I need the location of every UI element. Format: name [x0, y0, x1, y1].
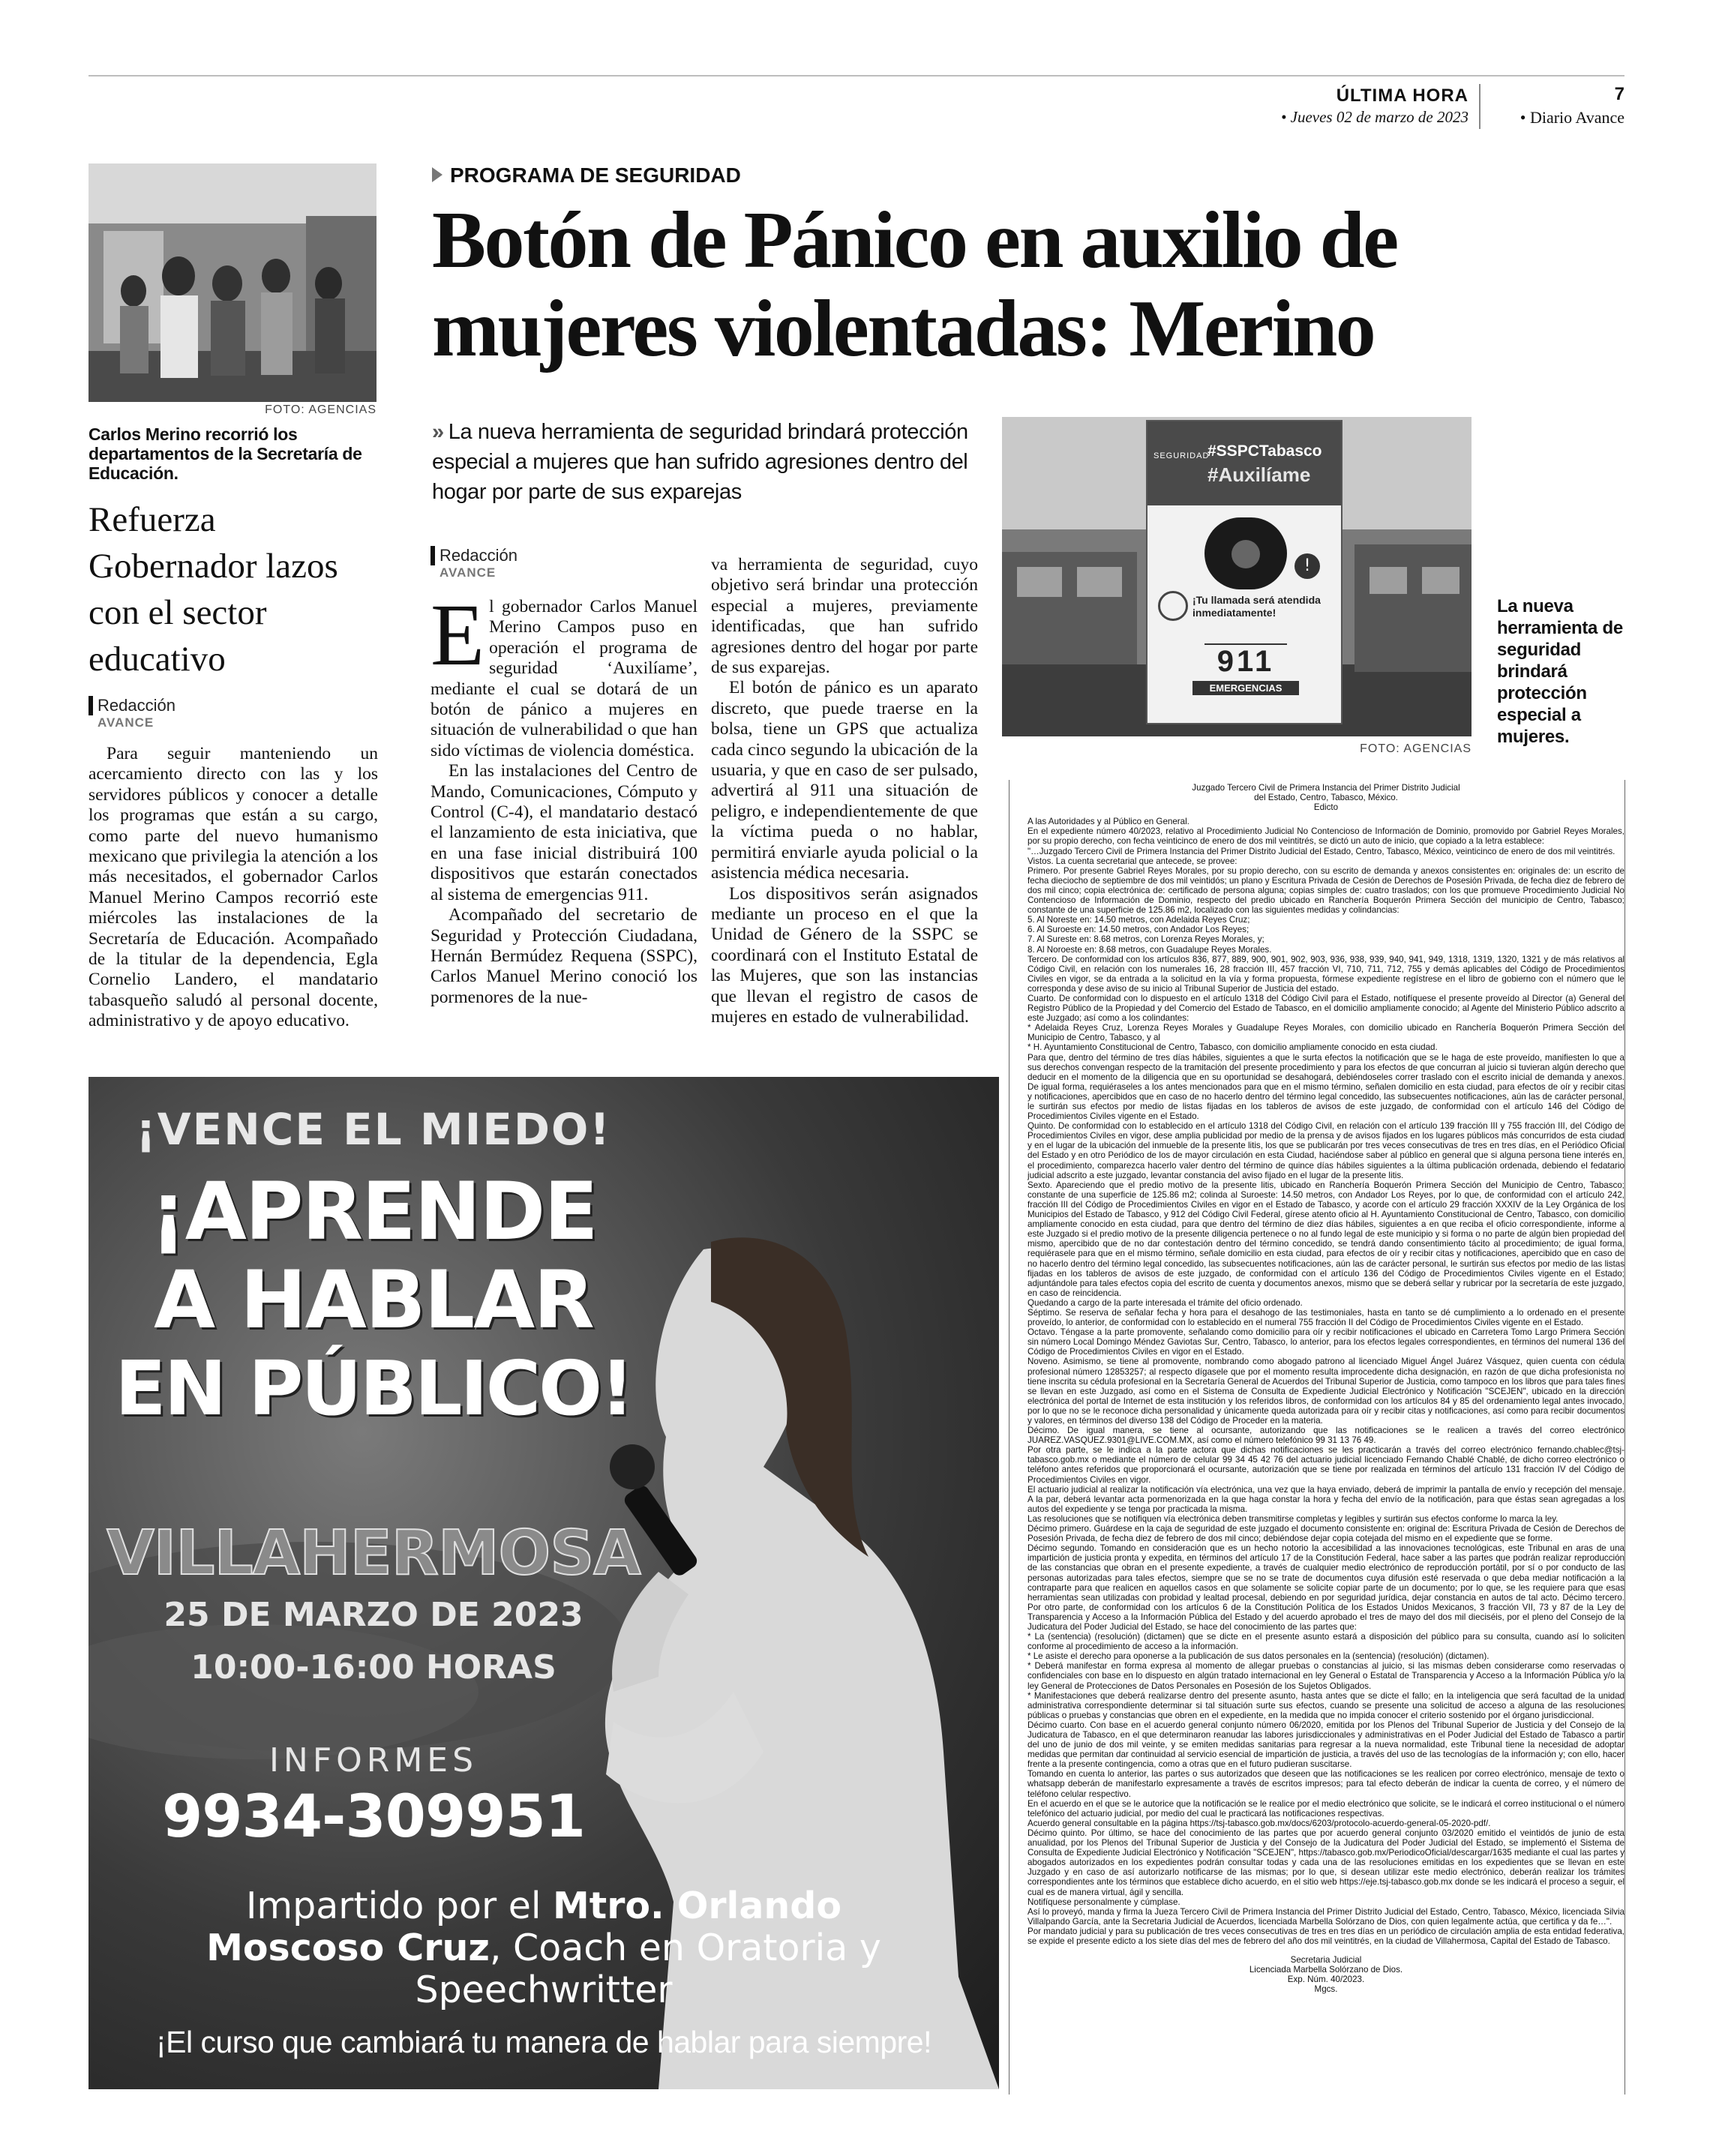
header-bar	[88, 84, 1624, 129]
edict-paragraph: Tercero. De conformidad con los artículos 836, 877, 889, 900, 901, 902, 903, 936, 938, 939, 940, 941, 949, 1318, 1319, 1320, 1321 y de más relativos al Código Civil, en relación con los numerales 16, 28 fracción III, 457 fracción VI, 710, 711, 712, 755 y demás aplicables del Código de Procedimientos Civiles en vigor, se da entrada a la solicitud en la vía y forma propuesta, fórmese expediente regístrese en el libro de gobierno con el número que le corresponda y dese aviso de su inicio al Tribunal Superior de Justicia del estado.	[1028, 954, 1624, 994]
edict-paragraph: * La (sentencia) (resolución) (dictamen) que se dicte en el presente asunto estará a disposición del público para su consulta, cuando así lo soliciten conforme al procedimiento de acceso a la información.	[1028, 1632, 1624, 1652]
edict-heading-2: del Estado, Centro, Tabasco, México.	[1254, 793, 1398, 803]
edict-paragraph: Por mandato judicial y para su publicación de tres veces consecutivas de tres en tres días en un periódico de circulación amplia de esta entidad federativa, se expide el presente edicto a los siete días del mes de febrero del año dos mil veintitrés, en la ciudad de Villahermosa, Capital del Estado de Tabasco.	[1028, 1926, 1624, 1946]
edict-paragraph: En el expediente número 40/2023, relativo al Procedimiento Judicial No Contencioso de Información de Dominio, promovido por Gabriel Reyes Morales, por su propio derecho, con fecha veinticinco de enero de dos mil veintitrés, se dictó un auto de inicio, que copiado a la letra establece:	[1028, 826, 1624, 847]
ad-city: VILLAHERMOSA	[106, 1518, 640, 1589]
edict-paragraph: Primero. Por presente Gabriel Reyes Morales, por su propio derecho, con su escrito de demanda y anexos consistentes en: originales de: un escrito de fecha dieciocho de septiembre de dos mil veintidós; un plano y Escritura Privada de Cesión de Derechos de Posesión Privada, de fecha diez de febrero de dos mil cinco; copia electrónica de: certificado de persona alguna; copias simples de: cuatro traslados; con los que promueve Procedimiento Judicial No Contencioso de Información de Dominio, respecto del predio ubicado en Ranchería Boquerón Primera Sección del municipio de Centro, Tabasco; constante de una superficie de 125.86 m2, localizado con las siguientes medidas y colindancias:	[1028, 865, 1624, 916]
left-story-body	[88, 744, 378, 1032]
edict-paragraph: 5. Al Noreste en: 14.50 metros, con Adelaida Reyes Cruz;	[1028, 915, 1250, 925]
edict-paragraph: * H. Ayuntamiento Constitucional de Centro, Tabasco, con domicilio ampliamente conocido en esta ciudad.	[1028, 1042, 1438, 1053]
main-story-column-1	[430, 586, 698, 1008]
left-photo-caption: Carlos Merino recorrió los departamentos de la Secretaría de Educación.	[88, 424, 362, 483]
edict-paragraph: Notifíquese personalmente y cúmplase.	[1028, 1897, 1180, 1907]
main-headline: Botón de Pánico en auxilio de mujeres violentadas: Merino	[432, 196, 1397, 373]
poster-emergencias: EMERGENCIAS	[1192, 681, 1299, 695]
edict-paragraph: * Deberá manifestar en forma expresa al momento de allegar pruebas o constancias al juicio, si las mismas deben considerarse como reservadas o confidenciales con base en lo dispuesto en algún tratado internacional en ley General o Estatal de Transparencia y Acceso a la Información Pública y/o la ley General de Protecciones de Datos Personales en Posesión de los Sujetos Obligados.	[1028, 1661, 1624, 1691]
subhead-chevron-icon: »	[432, 420, 444, 444]
ad-instructor	[88, 1885, 999, 2011]
edict-paragraph: "…Juzgado Tercero Civil de Primera Instancia del Primer Distrito Judicial del Estado, Centro, Tabasco, México, veinticinco de enero de dos mil veintitrés.	[1028, 846, 1616, 856]
main-photo-caption: La nueva herramienta de seguridad brindará protección especial a mujeres.	[1497, 596, 1623, 747]
edict-paragraph: Octavo. Téngase a la parte promovente, señalando como domicilio para oír y recibir notificaciones el ubicado en Carretera Tomo Largo Primera Sección sin número Local Domingo Méndez Gaviotas Sur, Centro, Tabasco, lo anterior, para los efectos legales correspondientes, en términos del numeral 136 del Código de Procedimientos Civiles en vigor en el Estado.	[1028, 1327, 1624, 1357]
left-body-paragraph: Para seguir manteniendo un acercamiento directo con las y los servidores públicos y conocer a detalle los programas que están a su cargo, como parte del nuevo humanismo mexicano que privilegia la atención a los más necesitados, el gobernador Carlos Manuel Merino Campos recorrió este miércoles las instalaciones de la Secretaría de Educación. Acompañado de la titular de la dependencia, Egla Cornelio Landero, el mandatario tabasqueño saludó al personal docente, administrativo y de apoyo educativo.	[88, 744, 378, 1031]
poster-hashtag-1: #SSPCTabasco	[1208, 442, 1322, 460]
edict-paragraph: Acuerdo general consultable en la página https://tsj-tabasco.gob.mx/docs/6203/protocolo-acuerdo-general-05-2020-pdf/.	[1028, 1818, 1491, 1828]
edict-paragraph: 8. Al Noroeste en: 8.68 metros, con Guadalupe Reyes Morales.	[1028, 944, 1272, 955]
header-divider	[1479, 84, 1480, 129]
panic-device-icon	[1204, 517, 1287, 589]
ad-tagline: ¡El curso que cambiará tu manera de hablar para siempre!	[156, 2025, 932, 2059]
edict-paragraph: Por otra parte, se le indica a la parte actora que dichas notificaciones se les practicarán a través del correo electrónico fernando.chablec@tsj-tabasco.gob.mx o mediante el número de celular 99 34 45 42 76 del actuario judicial licenciado Fernando Chablé Chablé, de dicho correo electrónico o teléfono antes referidos que proporcionará el ocursante, autorización que se tiene por realizada en términos del artículo 131 fracción IV del Código de Procedimientos Civiles en vigor.	[1028, 1445, 1624, 1485]
poster-911: 911	[1204, 643, 1287, 679]
main-byline-org: AVANCE	[440, 565, 496, 580]
edict-signature-2: Licenciada Marbella Solórzano de Dios.	[1249, 1965, 1403, 1975]
edict-paragraph: Décimo primero. Guárdese en la caja de seguridad de este juzgado el documento consistente en: original de: Escritura Privada de Cesión de Derechos de Posesión Privada, de fecha diez de febrero de dos mil cinco; debiéndose dejar copia cotejada del mismo en el expediente que se forme.	[1028, 1524, 1624, 1544]
kicker-triangle-icon	[432, 167, 442, 182]
edict-paragraph: El actuario judicial al realizar la notificación vía electrónica, una vez que la haya enviado, deberá de imprimir la pantalla de envío y recepción del mensaje. A la par, deberá levantar acta pormenorizada en la que haga constar la hora y fecha del envío de la notificación, para que éstas sean agregadas a los autos del expediente y se tenga por practicada la misma.	[1028, 1484, 1624, 1514]
main-col2-paragraph-1: va herramienta de seguridad, cuyo objetivo será brindar una protección especial a mujeres, previamente identificadas, que han sufrido agresiones dentro del hogar por parte de sus exparejas.	[711, 555, 978, 678]
edict-paragraph: Quedando a cargo de la parte interesada el trámite del oficio ordenado.	[1028, 1297, 1303, 1308]
edict-paragraph: Séptimo. Se reserva de señalar fecha y hora para el desahogo de las testimoniales, hasta en tanto se dé cumplimiento a lo ordenado en el presente proveído, lo anterior, de conformidad con lo establecido en el numeral 755 fracción II del Código de Procedimientos Civiles vigente en el Estado.	[1028, 1307, 1624, 1328]
main-col2-paragraph-2: El botón de pánico es un aparato discreto, que puede traerse en la bolsa, tiene un GPS que actualiza cada cinco segundo la ubicación de la usuaria, y que en caso de ser pulsado, advertirá al 911 una situación de peligro, e independientemente de que la víctima pueda o no hablar, permitirá enviarle ayuda policial o la asistencia médica necesaria.	[711, 678, 978, 883]
ad-line-1: ¡VENCE EL MIEDO!	[136, 1104, 611, 1155]
edict-paragraph: Sexto. Apareciendo que el predio motivo de la presente litis, ubicado en Ranchería Boquerón Primera Sección del Municipio de Centro, Tabasco; constante de una superficie de 125.86 m2; colinda al Suroeste: 14.50 metros, con Andador Los Reyes, por lo que, de conformidad con el artículo 242, fracción III del Código de Procedimientos Civiles en vigor en el Estado de Tabasco, y acorde con el artículo 29 fracción XXXIV de la Ley Orgánica de los Municipios del Estado de Tabasco, y 912 del Código Civil Federal, gírese atento oficio al H. Ayuntamiento Constitucional de Centro, Tabasco, con domicilio ampliamente conocido en esta ciudad, para que dentro del término de diez días hábiles, siguientes a en que reciba el oficio correspondiente, informe a este Juzgado si el predio motivo de la presente diligencia pertenece o no al fundo legal de este municipio y si forma o no parte de algún bien propiedad del mismo, apercibido que de no dar contestación dentro del término concedido, se tendrá dando consentimiento tácito al procedimiento; de igual forma, requiérasele para que en el mismo término, señale domicilio en esta ciudad, para efectos de oír y recibir citas y notificaciones, apercibido que en caso de no hacerlo dentro del término legal concedido, las subsecuentes notificaciones, aún las de carácter personal, le surtirán sus efectos por medio de las listas fijadas en los tableros de avisos de este juzgado, de conformidad con el artículo 136 del Código de Procedimientos Civiles vigente en el Estado; adjuntándole para tales efectos copia del escrito de cuenta y documentos anexos, mismo que se deberá sellar y rubricar por la secretaría de este juzgado, en caso de reincidencia.	[1028, 1180, 1624, 1298]
main-col1-paragraph-2: En las instalaciones del Centro de Mando, Comunicaciones, Cómputo y Control (C-4), el mandatario destacó el lanzamiento de esta iniciativa, que en una fase inicial distribuirá 100 dispositivos que estarán conectados al sistema de emergencias 911.	[430, 761, 698, 904]
auxiliame-poster	[1146, 420, 1342, 724]
edict-paragraph: Tomando en cuenta lo anterior, las partes o sus autorizados que deseen que las notificaciones se les realicen por correo electrónico, mensaje de texto o whatsapp deberán de manifestarlo expresamente a través de escritos impresos; para tal efecto deberán de indicar la cuenta de correo, y el número de teléfono celular respectivo.	[1028, 1769, 1624, 1799]
edict-paragraph: Décimo. De igual manera, se tiene al ocursante, autorizando que las notificaciones se le realicen a través del correo electrónico JUAREZ.VASQUEZ.9301@LIVE.COM.MX, así como el número telefónico 99 31 13 76 49.	[1028, 1426, 1624, 1446]
left-headline: Refuerza Gobernador lazos con el sector educativo	[88, 500, 338, 679]
edict-signature-3: Exp. Núm. 40/2023.	[1287, 1975, 1365, 1985]
ad-date: 25 DE MARZO DE 2023	[164, 1596, 584, 1634]
edict-paragraph: Cuarto. De conformidad con lo dispuesto en el artículo 1318 del Código Civil para el Estado, notifíquese el presente proveído al Director (a) General del Registro Público de la Propiedad y del Comercio del Estado de Tabasco, en el domicilio ampliamente conocido; al Agente del Ministerio Público adscrito a este Juzgado; así como a los colindantes:	[1028, 993, 1624, 1024]
ad-instructor-name: Mtro. Orlando Moscoso Cruz	[206, 1885, 842, 1969]
edict-signature-4: Mgcs.	[1314, 1984, 1338, 1995]
poster-brand: SEGURIDAD	[1154, 451, 1210, 460]
edict-paragraph: En el acuerdo en el que se le autorice que la notificación se le realice por el medio electrónico que solicite, se le indicará el correo institucional o el número telefónico del actuario judicial, por medio del cual le practicará las notificaciones respectivas.	[1028, 1798, 1624, 1819]
ad-instructor-prefix: Impartido por el	[245, 1885, 554, 1927]
subhead-text: La nueva herramienta de seguridad brindará protección especial a mujeres que han sufrido agresiones dentro del hogar por parte de sus exparejas	[432, 420, 968, 504]
edict-paragraph: Para que, dentro del término de tres días hábiles, siguientes a que le surta efectos la notificación que se le haga de este proveído, manifiesten lo que a sus derechos convengan respecto de la tramitación del presente procedimiento y para los efectos de que concurran al juicio si tuvieran algún derecho que deducir en el momento de la diligencia que en su oportunidad se desahogará, debiéndoseles correr traslado con el escrito inicial de demanda y anexos. De igual forma, requiéraseles a los antes mencionados para que en el mismo término, señalen domicilio en esta ciudad, para efectos de oír y recibir citas y notificaciones, apercibidos que en caso de no hacerlo dentro del término legal concedido, las subsecuentes notificaciones, aún las de carácter personal, le surtirán sus efectos por medio de listas fijadas en los tableros de avisos de este juzgado, de conformidad con el artículo 146 del Código de Procedimientos Civiles vigente en el Estado.	[1028, 1052, 1624, 1122]
edict-paragraph: 6. Al Suroeste en: 14.50 metros, con Andador Los Reyes;	[1028, 925, 1250, 935]
main-kicker	[432, 163, 741, 187]
edict-paragraph: Noveno. Asimismo, se tiene al promovente, nombrando como abogado patrono al licenciado Miguel Ángel Juárez Vásquez, quien cuenta con cédula profesional número 12853257; al respecto dígasele que por el momento resulta improcedente dicha designación, en razón de que dicha profesionista no tiene inscrita su cédula profesional en la Secretaría General de Acuerdos del Tribunal Superior de Justicia, como tampoco en los libros que para tales fines se llevan en este Juzgado, así como en el Sistema de Consulta de Expediente Judicial Electrónico y Notificación "SCEJEN", ubicado en la dirección electrónica del portal de Internet de esta institución y los referidos libros, de conformidad con los artículos 84 y 85 del ordenamiento legal antes invocado, por lo que no se le reconoce dicha personalidad y únicamente queda autorizada para oír y recibir citas y notificaciones, así como para recibir documentos y valores, en términos del diverso 138 del Código de Proceder en la materia.	[1028, 1357, 1624, 1426]
newspaper-name: • Diario Avance	[1520, 108, 1624, 127]
edict-paragraph: * Adelaida Reyes Cruz, Lorenza Reyes Morales y Guadalupe Reyes Morales, con domicilio ubicado en Ranchería Boquerón Primera Sección del Municipio de Centro, Tabasco, y al	[1028, 1023, 1624, 1043]
ad-hours: 10:00-16:00 HORAS	[190, 1648, 556, 1687]
edict-paragraph: Décimo segundo. Tomando en consideración que es un hecho notorio la accesibilidad a las innovaciones tecnológicas, este Tribunal en aras de una impartición de justicia pronta y expedita, en términos del artículo 17 de la Constitución Federal, hace saber a las partes que podrán realizar reproducción de las constancias que obran en el presente expediente, a través de cualquier medio electrónico de reproducción portátil, por sí o por conducto de las personas autorizadas para tales efectos, siempre que se no se trate de documentos cuya difusión esté reservada o que deba mediar notificación a la contraparte para que realicen en aquellos casos en que solamente se solicite copiar parte de un documento; por lo que, se les requiere para que esas herramientas sean utilizadas con probidad y lealtad procesal, debiendo en por seguridad jurídica, dejar constancia en autos de tal acto. Décimo tercero. Por otro parte, de conformidad con los artículos 6 de la Constitución Política de los Estados Unidos Mexicanos, 3 fracción VII, 73 y 87 de la Ley de Transparencia y Acceso a la Información Pública del Estado y del acuerdo aprobado el tres de mayo del dos mil dieciséis, por el pleno del Consejo de la Judicatura del Poder Judicial del Estado, se hace del conocimiento de las partes que:	[1028, 1543, 1624, 1632]
page-number: 7	[1614, 84, 1624, 104]
left-byline-name: Redacción	[88, 696, 176, 715]
operator-icon	[1158, 591, 1188, 621]
poster-hashtag-2: #Auxilíame	[1208, 463, 1311, 486]
issue-date: • Jueves 02 de marzo de 2023	[1281, 108, 1468, 126]
ad-line-2: ¡APRENDE	[150, 1165, 597, 1258]
ad-phone[interactable]: 9934-309951	[161, 1783, 586, 1851]
edict-paragraph: * Le asiste el derecho para oponerse a la publicación de sus datos personales en la (sentencia) (resolución) (dictamen).	[1028, 1651, 1490, 1662]
dropcap: E	[430, 586, 485, 684]
main-col1-first-text: l gobernador Carlos Manuel Merino Campos puso en operación el programa de seguridad ‘Auxilíame’, mediante el cual se dotará de un botón de pánico a mujeres en situación de vulnerabilidad o que han sido víctimas de violencia doméstica.	[430, 597, 698, 760]
left-story-photo	[88, 163, 376, 402]
edict-paragraph: * Manifestaciones que deberá realizarse dentro del presente asunto, hasta antes que se dicte el fallo; en la inteligencia que será facultad de la unidad administrativa correspondiente determinar si tal situación surte sus efectos, cuando se presente una solicitud de acceso a alguna de las resoluciones públicas o pruebas y constancias que obren en el expediente, en la medida que no impida conocer el criterio sostenido por el órgano jurisdiccional.	[1028, 1690, 1624, 1720]
kicker-text: PROGRAMA DE SEGURIDAD	[450, 163, 741, 187]
legal-edict	[1028, 783, 1624, 1994]
edict-paragraph: A las Autoridades y al Público en General.	[1028, 817, 1190, 827]
edict-signature-1: Secretaria Judicial	[1290, 1955, 1362, 1966]
edict-heading-1: Juzgado Tercero Civil de Primera Instancia del Primer Distrito Judicial	[1192, 783, 1460, 793]
edict-paragraph: 7. Al Sureste en: 8.68 metros, con Lorenza Reyes Morales, y;	[1028, 934, 1264, 945]
ad-line-3: A HABLAR	[154, 1254, 593, 1346]
edict-paragraph: Así lo proveyó, manda y firma la Jueza Tercero Civil de Primera Instancia del Primer Distrito Judicial del Estado, Centro, Tabasco, México, licenciada Silvia Villalpando García, ante la Secretaria Judicial de Acuerdos, licenciada Marbella Solórzano de Dios, con quien legalmente actúa, que certifica y da fe…".	[1028, 1906, 1624, 1927]
main-col1-first-paragraph	[430, 586, 698, 761]
edict-heading-3: Edicto	[1313, 802, 1339, 813]
main-col2-paragraph-3: Los dispositivos serán asignados mediante un proceso en el que la Unidad de Género de la SSPC se coordinará con el Instituto Estatal de las Mujeres, que son las instancias que llevan el registro de casos de mujeres en estado de vulnerabilidad.	[711, 883, 978, 1027]
poster-message: ¡Tu llamada será atendida inmediatamente!	[1192, 594, 1321, 619]
edict-paragraph: Décimo quinto. Por último, se hace del conocimiento de las partes que por acuerdo general conjunto 03/2020 emitido el veintidós de junio de esta anualidad, por los Plenos del Tribunal Superior de Justicia y del Consejo de la Judicatura del Poder Judicial del Estado, se implementó el Sistema de Consulta de Expediente Judicial Electrónico y Notificación "SCEJEN", https://tabasco.gob.mx/PeriodicoOficial/descargar/1635 mediante el cual las partes y abogados autorizados en los expedientes podrán consultar todas y cada una de las resoluciones emitidas en los expedientes que se llevan en este Juzgado y en caso de así autorizarlo notificarse de las mismas; por lo que, si desean utilizar este medio electrónico, deberán realizar los trámites correspondientes ante los términos que establece dicho acuerdo, en el sitio web https://eje.tsj-tabasco.gob.mx donde se les indicará el proceso a seguir, el cual es de manera virtual, ágil y sencilla.	[1028, 1828, 1624, 1897]
left-byline-org: AVANCE	[98, 715, 154, 730]
edict-paragraph: Las resoluciones que se notifiquen vía electrónica deben transmitirse completas y legibles y surtirán sus efectos conforme lo marca la ley.	[1028, 1513, 1558, 1524]
ad-line-4: EN PÚBLICO!	[115, 1345, 632, 1432]
office-visit-photo	[88, 163, 376, 402]
main-subhead	[432, 417, 990, 507]
main-photo-credit: FOTO: AGENCIAS	[1360, 742, 1472, 755]
edict-paragraph: Quinto. De conformidad con lo establecido en el artículo 1318 del Código Civil, en relación con el artículo 139 fracción III y 755 fracción III, del Código de Procedimientos Civiles en vigor, dese amplia publicidad por medio de la prensa y de avisos fijados en los lugares públicos más concurridos de esta ciudad y en el lugar de la ubicación del inmueble de la presente litis, los que se publicarán por tres veces consecutivas de tres en tres días, en el Periódico Oficial del Estado y en otro Periódico de los de mayor circulación en esta Ciudad, haciéndose saber al público en general que si alguna persona tiene interés en, el procedimiento, comparezca hacerlo valer dentro del término de quince días hábiles siguientes a la última publicación ordenada, debiendo el fedatario judicial adscrito a este juzgado, levantar constancia del aviso fijado en el lugar de la presente litis.	[1028, 1121, 1624, 1180]
section-label: ÚLTIMA HORA	[1336, 85, 1468, 106]
ad-info-label: INFORMES	[268, 1741, 478, 1780]
oratory-course-ad	[88, 1077, 999, 2089]
main-col1-paragraph-3: Acompañado del secretario de Seguridad y Protección Ciudadana, Hernán Bermúdez Requena (SSPC), Carlos Manuel Merino conoció los pormenores de la nue-	[430, 905, 698, 1007]
left-photo-credit: FOTO: AGENCIAS	[265, 403, 376, 416]
alert-bell-icon: !	[1294, 553, 1320, 579]
main-story-column-2	[711, 555, 978, 1027]
edict-paragraph: Vistos. La cuenta secretarial que antecede, se provee:	[1028, 856, 1238, 866]
edict-paragraph: Décimo cuarto. Con base en el acuerdo general conjunto número 06/2020, emitida por los Plenos del Tribunal Superior de Justicia y del Consejo de la Judicatura de Tabasco, en el que determinaron reanudar las labores jurisdiccionales y administrativas en el Poder Judicial del Estado de Tabasco a partir del uno de junio de dos mil veinte, y se emiten medidas sanitarias para regresar a la nueva normalidad, este Tribunal tiene la necesidad de adoptar medidas que permitan dar continuidad al servicio esencial de impartición de justicia, a través del uso de las tecnologías de la información y; con ello, hacer frente a la presente contingencia, como a otras que en el futuro pudieran suscitarse.	[1028, 1720, 1624, 1770]
panic-button-photo	[1002, 417, 1472, 736]
top-rule	[88, 75, 1624, 76]
ad-instructor-suffix: , Coach en Oratoria y Speechwritter	[415, 1927, 881, 2011]
main-byline-name: Redacción	[430, 546, 518, 565]
